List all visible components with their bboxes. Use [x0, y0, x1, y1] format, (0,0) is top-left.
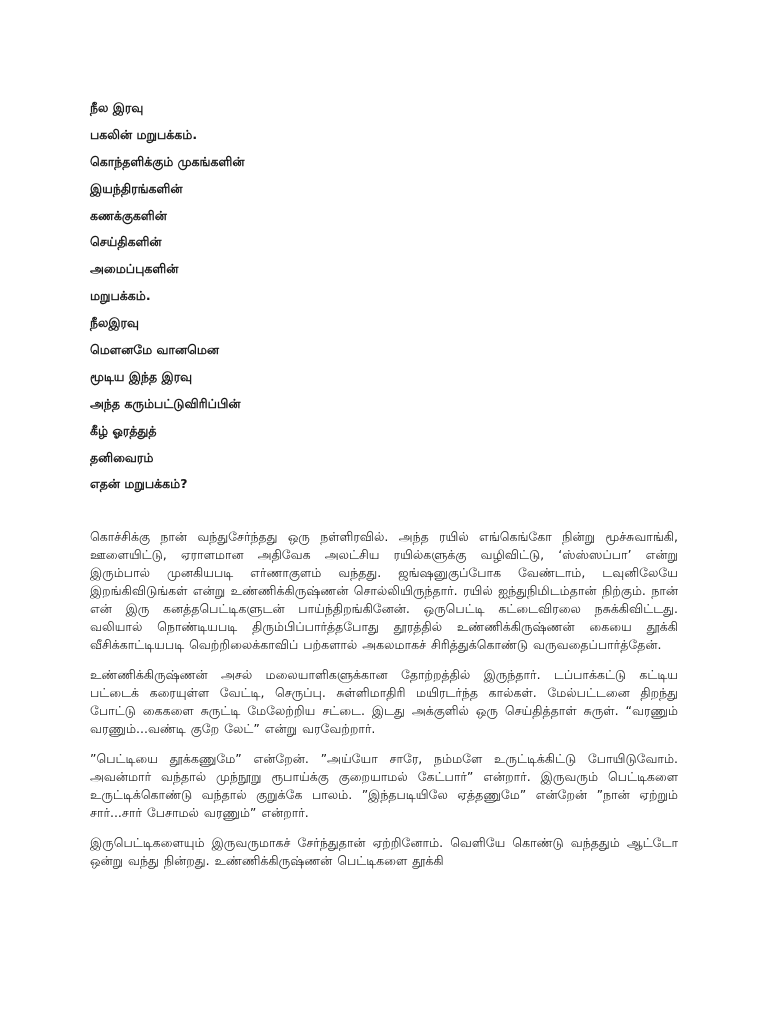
poem-line: இயந்திரங்களின்: [90, 180, 183, 196]
poem-line: மௌனமே வானமென: [90, 342, 219, 358]
poem-line: நீல இரவு: [90, 100, 144, 115]
poem-line: மூடிய இந்த இரவு: [90, 368, 193, 384]
paragraph: ”பெட்டியை தூக்கணுமே” என்றேன். ”அய்யோ சாரே, நம்மளே உருட்டிக்கிட்டு போயிடுவோம். அவன்மார் வந்தால் முந்நூறு ரூபாய்க்கு குறையாமல் கேட்பார்” என்றார். இருவரும் பெட்டிகளை உருட்டிக்கொண்டு வந்தால் குறுக்கே பாலம். ”இந்தபடியிலே ஏத்தணுமே” என்றேன் ”நான் ஏற்றும் சார்...சார் பேசாமல் வரணும்” என்றார்.: [90, 751, 678, 820]
poem-line: கீழ் ஓரத்துத்: [90, 422, 157, 438]
poem-block: [90, 98, 244, 501]
prose-block: [90, 528, 678, 882]
poem-line: எதன் மறுபக்கம்?: [90, 476, 188, 492]
poem-line: தனிவைரம்: [90, 449, 154, 465]
poem-line: அந்த கரும்பட்டுவிரிப்பின்: [90, 395, 241, 411]
poem-line: கொந்தளிக்கும் முகங்களின்: [90, 153, 245, 169]
poem-line: மறுபக்கம்.: [90, 288, 151, 304]
poem-line: பகலின் மறுபக்கம்.: [90, 126, 198, 142]
paragraph: கொச்சிக்கு நான் வந்துசேர்ந்தது ஒரு நள்ளிரவில். அந்த ரயில் எங்கெங்கோ நின்று மூச்சுவாங்கி, ஊளையிட்டு, ஏராளமான அதிவேக அலட்சிய ரயில்களுக்கு வழிவிட்டு, ‘ஸ்ஸ்ஸப்பா’ என்று இரும்பால் முனகியபடி எர்ணாகுளம் வந்தது. ஜங்ஷனுகுப்போக வேண்டாம், டவுனிலேயே இறங்கிவிடுங்கள் என்று உண்ணிக்கிருஷ்ணன் சொல்லியிருந்தார். ரயில் ஐந்துநிமிடம்தான் நிற்கும். நான் என் இரு கனத்தபெட்டிகளுடன் பாய்ந்திறங்கினேன். ஒருபெட்டி கட்டைவிரலை நசுக்கிவிட்டது. வலியால் நொண்டியபடி திரும்பிப்பார்த்தபோது தூரத்தில் உண்ணிக்கிருஷ்ணன் கையை தூக்கி வீசிக்காட்டியபடி வெற்றிலைக்காவிப் பற்களால் அகலமாகச் சிரித்துக்கொண்டு வருவதைப்பார்த்தேன்.: [90, 529, 678, 652]
poem-line: கணக்குகளின்: [90, 207, 167, 223]
paragraph: உண்ணிக்கிருஷ்ணன் அசல் மலையாளிகளுக்கான தோற்றத்தில் இருந்தார். டப்பாக்கட்டு கட்டிய பட்டைக் கரையுள்ள வேட்டி, செருப்பு. சுள்ளிமாதிரி மயிரடர்ந்த கால்கள். மேல்பட்டனை திறந்து போட்டு கைகளை சுருட்டி மேலேற்றிய சட்டை. இடது அக்குளில் ஒரு செய்தித்தாள் சுருள். “வரணும் வரணும்...வண்டி குறே லேட்” என்று வரவேற்றார்.: [90, 667, 678, 736]
poem-line: செய்திகளின்: [90, 234, 162, 250]
poem-line: நீலஇரவு: [90, 315, 139, 331]
paragraph: இருபெட்டிகளையும் இருவருமாகச் சேர்ந்துதான் ஏற்றினோம். வெளியே கொண்டு வந்ததும் ஆட்டோ ஒன்று வந்து நின்றது. உண்ணிக்கிருஷ்ணன் பெட்டிகளை தூக்கி: [90, 835, 678, 868]
poem-line: அமைப்புகளின்: [90, 261, 179, 277]
